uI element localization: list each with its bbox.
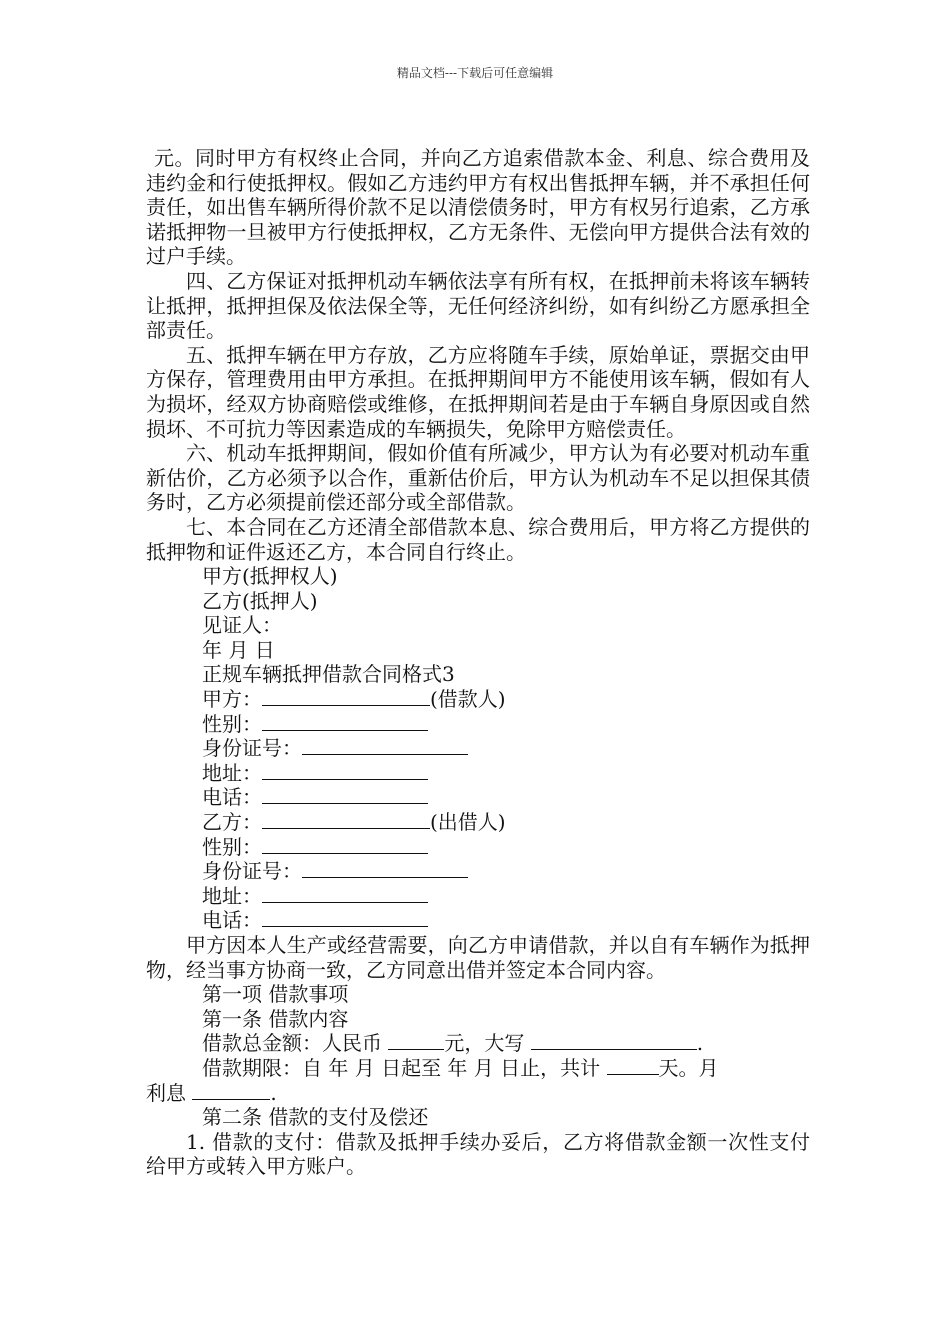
blank-field	[262, 785, 428, 804]
blank-field	[262, 884, 428, 903]
interest-label: 利息	[146, 1080, 193, 1105]
party-b-label: 乙方：	[202, 810, 262, 835]
party-b-signature: 乙方(抵押人)	[202, 588, 318, 613]
term-label: 借款期限：自 年 月 日起至 年 月 日止，共计	[202, 1055, 607, 1080]
party-a-address	[146, 761, 810, 786]
phone-label: 电话：	[202, 785, 262, 810]
party-a-gender	[146, 712, 810, 737]
address-label: 地址：	[202, 883, 262, 908]
page-header: 精品文档---下载后可任意编辑	[396, 66, 554, 80]
id-label: 身份证号：	[202, 859, 302, 884]
blank-field	[262, 712, 428, 731]
blank-field	[262, 835, 428, 854]
party-a-line	[146, 687, 810, 712]
loan-amount-line	[146, 1031, 810, 1056]
document-body	[146, 146, 810, 1179]
party-a-label: 甲方：	[202, 687, 262, 712]
clause-seven: 七、本合同在乙方还清全部借款本息、综合费用后，甲方将乙方提供的抵押物和证件返还乙方，本合同自行终止。	[146, 514, 810, 564]
amount-words-label: 元，大写	[444, 1031, 531, 1056]
party-b-gender	[146, 835, 810, 860]
period: .	[270, 1080, 277, 1105]
clause-continuation: 元。同时甲方有权终止合同，并向乙方追索借款本金、利息、综合费用及违约金和行使抵押权。假如乙方违约甲方有权出售抵押车辆，并不承担任何责任，如出售车辆所得价款不足以清偿债务时，甲方有权另行追索，乙方承诺抵押物一旦被甲方行使抵押权，乙方无条件、无偿向甲方提供合法有效的过户手续。	[146, 146, 810, 269]
interest-line	[146, 1081, 810, 1106]
party-a-phone	[146, 785, 810, 810]
blank-field	[192, 1081, 270, 1100]
blank-field	[302, 736, 468, 755]
party-b-id	[146, 859, 810, 884]
party-b-line	[146, 810, 810, 835]
blank-field	[531, 1031, 697, 1050]
phone-label: 电话：	[202, 908, 262, 933]
blank-field	[607, 1056, 659, 1075]
date-line: 年 月 日	[202, 637, 275, 662]
form-title: 正规车辆抵押借款合同格式3	[202, 662, 455, 687]
blank-field	[388, 1031, 444, 1050]
blank-field	[262, 908, 428, 927]
intro-paragraph: 甲方因本人生产或经营需要，向乙方申请借款，并以自有车辆作为抵押物，经当事方协商一致，乙方同意出借并签定本合同内容。	[146, 933, 810, 982]
witness-line: 见证人：	[202, 613, 282, 638]
party-b-role: (出借人)	[430, 810, 506, 835]
blank-field	[262, 761, 428, 780]
party-b-address	[146, 884, 810, 909]
gender-label: 性别：	[202, 834, 262, 859]
gender-label: 性别：	[202, 711, 262, 736]
party-a-role: (借款人)	[430, 687, 506, 712]
term-days: 天。月	[658, 1055, 719, 1080]
clause-four: 四、乙方保证对抵押机动车辆依法享有所有权，在抵押前未将该车辆转让抵押，抵押担保及依法保全等，无任何经济纠纷，如有纠纷乙方愿承担全部责任。	[146, 268, 810, 343]
blank-field	[262, 810, 430, 829]
payment-clause: 1. 借款的支付：借款及抵押手续办妥后，乙方将借款金额一次性支付给甲方或转入甲方账户。	[146, 1129, 810, 1179]
loan-term-line	[146, 1056, 810, 1081]
blank-field	[302, 859, 468, 878]
clause-five: 五、抵押车辆在甲方存放，乙方应将随车手续，原始单证，票据交由甲方保存，管理费用由甲方承担。在抵押期间甲方不能使用该车辆，假如有人为损坏，经双方协商赔偿或维修，在抵押期间若是由于车辆自身原因或自然损坏、不可抗力等因素造成的车辆损失，免除甲方赔偿责任。	[146, 342, 810, 441]
period: .	[696, 1031, 704, 1056]
clause-six: 六、机动车抵押期间，假如价值有所减少，甲方认为有必要对机动车重新估价，乙方必须予以合作，重新估价后，甲方认为机动车不足以担保其债务时，乙方必须提前偿还部分或全部借款。	[146, 441, 810, 515]
address-label: 地址：	[202, 760, 262, 785]
party-b-phone	[146, 908, 810, 933]
id-label: 身份证号：	[202, 736, 302, 761]
article-two-heading: 第二条 借款的支付及偿还	[202, 1105, 429, 1130]
article-one-heading: 第一条 借款内容	[202, 1006, 349, 1031]
item-one-heading: 第一项 借款事项	[202, 982, 349, 1007]
party-a-signature: 甲方(抵押权人)	[202, 564, 338, 589]
party-a-id	[146, 736, 810, 761]
amount-label: 借款总金额：人民币	[202, 1031, 389, 1056]
blank-field	[262, 687, 430, 706]
